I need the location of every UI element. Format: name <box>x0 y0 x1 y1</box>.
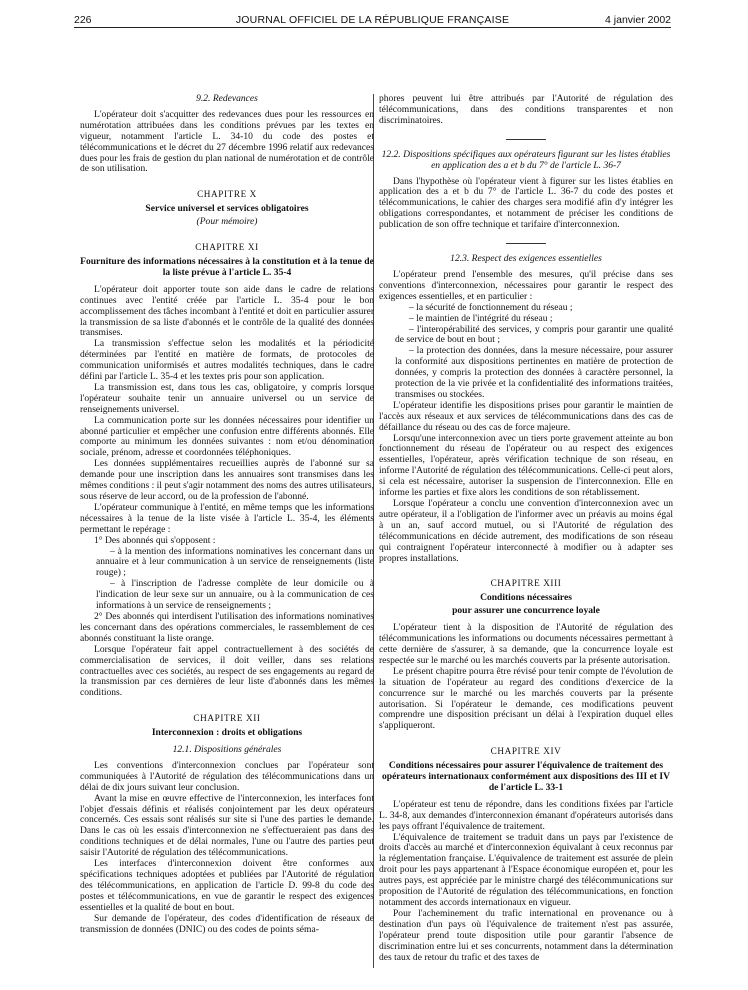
paragraph: L'équivalence de traitement se traduit dans un pays par l'existence de droits d'accès au marché et d'interconnexion équivalant à ceux reconnus par la réglementation française. L'équivalence de traitement est assurée de plein droit pour les pays appartenant à l'Espace économique européen et, pour les autres pays, est appréciée par le ministre chargé des télécommunications sur proposition de l'Autorité de régulation des télécommunications, en fonction notamment des accords internationaux en vigueur. <box>379 831 673 908</box>
paragraph: Pour l'acheminement du trafic international en provenance ou à destination d'un pays où l'équivalence de traitement n'est pas assurée, l'opérateur prend toute disposition utile pour garantir l'absence de discrimination entre lui et ses concurrents, notamment dans la détermination des taux de retour du trafic et des taxes de <box>379 907 673 963</box>
paragraph: Les données supplémentaires recueillies auprès de l'abonné sur sa demande pour une inscription dans les annuaires sont transmises dans les mêmes conditions : il peut s'agir notamment des noms des autres utilisateurs, sous réserve de leur accord, ou de la profession de l'abonné. <box>80 458 374 502</box>
chapter-10-subtitle: (Pour mémoire) <box>196 216 258 228</box>
left-column <box>80 94 374 935</box>
chapter-11-title: Fourniture des informations nécessaires à la constitution et à la tenue de la liste prévue à l'article L. 35-4 <box>80 255 374 278</box>
chapter-10-label: CHAPITRE X <box>197 189 257 200</box>
chapter-13-title-line-2: pour assurer une concurrence loyale <box>452 605 600 617</box>
chapter-10-title: Service universel et services obligatoires <box>145 203 309 215</box>
paragraph: Le présent chapitre pourra être révisé pour tenir compte de l'évolution de la situation de l'opérateur au regard des conditions d'exercice de la concurrence sur le marché ou les marchés couverts par la présente autorisation. Si l'opérateur le demande, ces modifications peuvent comprendre une disposition précisant un délai à l'expiration duquel elles s'appliqueront. <box>379 665 673 732</box>
page-header <box>74 8 671 28</box>
paragraph: La transmission est, dans tous les cas, obligatoire, y compris lorsque l'opérateur souhaite tenir un annuaire universel ou un service de renseignements universel. <box>80 381 374 415</box>
paragraph: Avant la mise en œuvre effective de l'interconnexion, les interfaces font l'objet d'essais définis et réalisés conjointement par les deux opérateurs concernés. Ces essais sont réalisés sur site si l'une des parties le demande. Dans le cas où les essais d'interconnexion ne s'effectueraient pas dans des conditions techniques et de délai normales, l'une ou l'autre des parties peut saisir l'Autorité de régulation des télécommunications. <box>80 792 374 859</box>
list-item: – la sécurité de fonctionnement du réseau ; <box>409 301 573 313</box>
section-12-1-title: 12.1. Dispositions générales <box>172 744 282 756</box>
paragraph: L'opérateur est tenu de répondre, dans les conditions fixées par l'article L. 34-8, aux demandes d'interconnexion émanant d'opérateurs autorisés dans les pays offrant l'équivalence de traitement. <box>379 798 673 832</box>
paragraph: L'opérateur prend l'ensemble des mesures, qu'il précise dans ses conventions d'interconnexion, nécessaires pour garantir le respect des exigences essentielles, et en particulier : <box>379 268 673 302</box>
chapter-13-label: CHAPITRE XIII <box>490 578 562 589</box>
paragraph: L'opérateur tient à la disposition de l'Autorité de régulation des télécommunications les informations ou documents nécessaires permettant à cette dernière de s'assurer, à sa demande, que la concurrence loyale est respectée sur le marché ou les marchés couverts par la présente autorisation. <box>379 622 673 666</box>
section-separator <box>506 139 546 140</box>
paragraph: L'opérateur communique à l'entité, en même temps que les informations nécessaires à la tenue de la liste visée à l'article L. 35-4, les éléments permettant le repérage : <box>80 501 374 535</box>
paragraph: Dans l'hypothèse où l'opérateur vient à figurer sur les listes établies en application des a et b du 7° de l'article L. 36-7 du code des postes et télécommunications, le cahier des charges sera modifié afin d'y intégrer les obligations correspondantes, et notamment de préciser les conditions de publication de son offre technique et tarifaire d'interconnexion. <box>379 175 673 231</box>
chapter-13-title: Conditions nécessaires <box>480 592 572 604</box>
journal-title: JOURNAL OFFICIEL DE LA RÉPUBLIQUE FRANÇAISE <box>235 14 510 26</box>
paragraph: Sur demande de l'opérateur, des codes d'identification de réseaux de transmission de données (DNIC) ou des codes de points séma- <box>80 912 374 935</box>
paragraph: La communication porte sur les données nécessaires pour identifier un abonné particulier et empêcher une confusion entre différents abonnés. Elle comporte au minimum les données suivantes : nom et/ou dénomination sociale, prénom, adresse et coordonnées téléphoniques. <box>80 414 374 459</box>
section-9-2-title: 9.2. Redevances <box>196 93 258 104</box>
paragraph: 1° Des abonnés qui s'opposent : <box>94 534 216 546</box>
section-12-2-title: 12.2. Dispositions spécifiques aux opérateurs figurant sur les listes établies en application des a et b du 7° de l'article L. 36-7 <box>381 148 671 171</box>
right-column <box>379 94 673 963</box>
paragraph: Les conventions d'interconnexion conclues par l'opérateur sont communiquées à l'Autorité de régulation des télécommunications dans un délai de dix jours suivant leur conclusion. <box>80 759 374 793</box>
chapter-12-title: Interconnexion : droits et obligations <box>151 727 303 739</box>
list-item: – l'interopérabilité des services, y compris pour garantir une qualité de service de bout en bout ; <box>395 323 673 346</box>
chapter-11-label: CHAPITRE XI <box>195 242 259 253</box>
section-12-3-title: 12.3. Respect des exigences essentielles <box>450 253 602 265</box>
paragraph: Lorsqu'une interconnexion avec un tiers porte gravement atteinte au bon fonctionnement du réseau de l'opérateur ou au respect des exigences essentielles, l'opérateur, après vérification technique de son réseau, en informe l'Autorité de régulation des télécommunications. Celle-ci peut alors, si cela est nécessaire, autoriser la suspension de l'interconnexion. Elle en informe les parties et fixe alors les conditions de son rétablissement. <box>379 432 673 499</box>
paragraph: L'opérateur doit apporter toute son aide dans le cadre de relations continues avec l'entité créée par l'article L. 35-4 pour le bon accomplissement des tâches incombant à l'entité et doit en particulier assurer la transmission de sa liste d'abonnés et le contrôle de la qualité des données transmises. <box>80 283 374 339</box>
paragraph: Lorsque l'opérateur a conclu une convention d'interconnexion avec un autre opérateur, il a l'obligation de l'informer avec un préavis au moins égal à un an, sauf accord mutuel, ou si l'Autorité de régulation des télécommunications en décide autrement, des modifications de son réseau qui contraignent l'opérateur interconnecté à modifier ou à adapter ses propres installations. <box>379 498 673 564</box>
paragraph: 2° Des abonnés qui interdisent l'utilisation des informations nominatives les concernant dans des opérations commerciales, le rassemblement de ces abonnés constituant la liste orange. <box>80 610 374 644</box>
list-item: – à l'inscription de l'adresse complète de leur domicile ou à l'indication de leur sexe sur un annuaire, ou à la communication de ces informations à un service de renseignements ; <box>96 578 374 612</box>
chapter-12-label: CHAPITRE XII <box>193 713 261 724</box>
header-rule <box>74 27 671 28</box>
chapter-14-title: Conditions nécessaires pour assurer l'équivalence de traitement des opérateurs internationaux conformément aux dispositions des III et IV de l'article L. 33-1 <box>381 760 670 793</box>
list-item: – la protection des données, dans la mesure nécessaire, pour assurer la conformité aux dispositions pertinentes en matière de protection de données, y compris la protection des données à caractère personnel, la protection de la vie privée et la confidentialité des informations traitées, transmises ou stockées. <box>395 345 673 400</box>
section-separator <box>506 243 546 244</box>
issue-date: 4 janvier 2002 <box>605 14 671 26</box>
chapter-14-label: CHAPITRE XIV <box>490 746 562 757</box>
paragraph: La transmission s'effectue selon les modalités et la périodicité déterminées par l'entité en matière de formats, de protocoles de communication uniformisés et autres modalités techniques, dans le cadre défini par l'article L. 35-4 et les textes pris pour son application. <box>80 338 374 383</box>
paragraph: L'opérateur identifie les dispositions prises pour garantir le maintien de l'accès aux réseaux et aux services de télécommunications dans des cas de défaillance du réseau ou des cas de force majeure. <box>379 399 673 433</box>
paragraph: L'opérateur doit s'acquitter des redevances dues pour les ressources en numérotation attribuées dans les conditions prévues par les textes en vigueur, notamment l'article L. 34-10 du code des postes et télécommunications et le décret du 27 décembre 1996 relatif aux redevances dues pour les frais de gestion du plan national de numérotation et de contrôle de son utilisation. <box>80 108 375 175</box>
paragraph: Les interfaces d'interconnexion doivent être conformes aux spécifications techniques adoptées et publiées par l'Autorité de régulation des télécommunications, en application de l'article D. 99-8 du code des postes et télécommunications, en vue de garantir le respect des exigences essentielles et la qualité de bout en bout. <box>80 858 374 913</box>
page-number: 226 <box>74 14 92 26</box>
paragraph: phores peuvent lui être attribués par l'Autorité de régulation des télécommunications, dans des conditions transparentes et non discriminatoires. <box>379 93 673 126</box>
list-item: – à la mention des informations nominatives les concernant dans un annuaire et à leur communication à un service de renseignements (liste rouge) ; <box>96 545 374 579</box>
list-item: – le maintien de l'intégrité du réseau ; <box>409 312 553 324</box>
paragraph: Lorsque l'opérateur fait appel contractuellement à des sociétés de commercialisation de services, il doit veiller, dans ses relations contractuelles avec ces sociétés, au respect de ses engagements au regard de la transmission par ces dernières de leur liste d'abonnés dans les mêmes conditions. <box>80 643 374 699</box>
